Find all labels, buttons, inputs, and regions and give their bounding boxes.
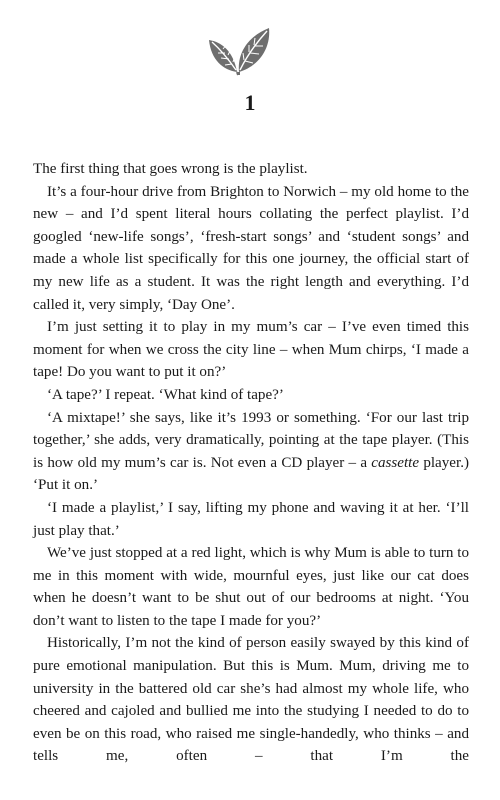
- body-text: [33, 158, 469, 768]
- paragraph: ‘I made a playlist,’ I say, lifting my phone and waving it at her. ‘I’ll just play that.’: [33, 499, 469, 539]
- paragraph-italic-text: cassette: [371, 454, 420, 471]
- paragraph: It’s a four-hour drive from Brighton to Norwich – my old home to the new – and I’d spent literal hours collating the perfect playlist. I’d googled ‘new-life songs’, ‘fresh-start songs’ and ‘student songs’ and made a whole list specifically for this one journey, the official start of my new life as a student. It was the right length and everything. I’d called it, very simply, ‘Day One’.: [33, 183, 469, 313]
- paragraph: The first thing that goes wrong is the playlist.: [33, 161, 308, 177]
- paragraph: I’m just setting it to play in my mum’s car – I’ve even timed this moment for when we cross the city line – when Mum chirps, ‘I made a tape! Do you want to put it on?’: [33, 319, 469, 381]
- paragraph-text: ‘A mixtape!’ she says, like it’s 1993 or something. ‘For our last trip together,’ she adds, very dramatically, pointing at the tape player. (This is how old my mum’s car is. Not even a CD player – a: [33, 409, 469, 471]
- chapter-number: 1: [244, 90, 256, 115]
- paragraph-text: player.) ‘Put it on.’: [33, 454, 469, 494]
- paragraph: ‘A tape?’ I repeat. ‘What kind of tape?’: [47, 386, 284, 403]
- paragraph: [33, 407, 469, 497]
- paragraph: Historically, I’m not the kind of person easily swayed by this kind of pure emotional manipulation. But this is Mum. Mum, driving me to university in the battered old car she’s had almost my whole life, who cheered and cajoled and bullied me into the studying I needed to do to even be on this road, who raised me single-handedly, who thinks – and tells me, often – that I’m the: [33, 635, 469, 765]
- paragraph: We’ve just stopped at a red light, which is why Mum is able to turn to me in this moment with wide, mournful eyes, just like our cat does when he doesn’t want to be shut out of our bedrooms at night. ‘You don’t want to listen to the tape I made for you?’: [33, 545, 469, 629]
- leaves-ornament-icon: [207, 26, 271, 76]
